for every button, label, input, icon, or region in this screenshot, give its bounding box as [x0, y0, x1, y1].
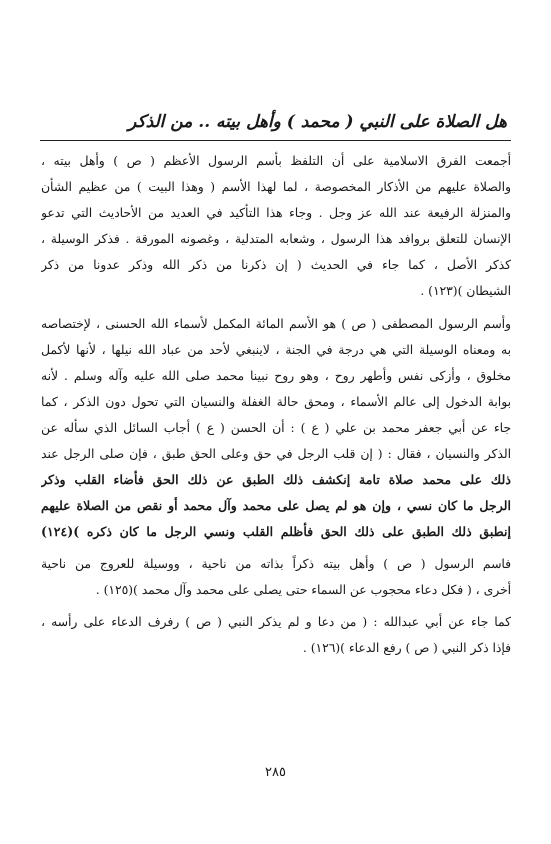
text-line: والصلاة عليهم من الأذكار المخصوصة ، لما لهذا الأسم ( وهذا البيت ) من عظيم الشأن	[41, 180, 511, 194]
text-line: الشيطان )(١٢٣) .	[420, 284, 511, 298]
text-line: الإنسان للتعلق بروافد هذا الرسول ، وشعابه المتدلية ، وغصونه المورقة . فذكر الوسيلة ،	[41, 232, 511, 246]
bold-text-line: ذلك على محمد صلاة تامة إنكشف ذلك الطبق عن ذلك الحق فأضاء القلب وذكر	[41, 472, 511, 487]
bold-text-line: الرجل ما كان نسي ، وإن هو لم يصل على محمد وآل محمد أو نقص من الصلاة عليهم	[41, 498, 511, 513]
text-line: والمنزلة الرفيعة عند الله عز وجل . وجاء هذا التأكيد في العديد من الأحاديث التي تدعو	[41, 206, 511, 220]
page-number: ٢٨٥	[265, 765, 286, 780]
text-line: كذكر الأصل ، كما جاء في الحديث ( إن ذكرنا من ذكر الله وذكر عدونا من ذكر	[41, 258, 511, 272]
text-line: فإذا ذكر النبي ( ص ) رفع الدعاء )(١٢٦) .	[302, 641, 511, 655]
text-line: به ومعناه الوسيلة التي هي درجة في الجنة ، لاينبغي لأحد من عباد الله نيلها ، لأنها لأكمل	[41, 343, 511, 357]
text-line: كما جاء عن أبي عبدالله : ( من دعا و لم يذكر النبي ( ص ) رفرف الدعاء على رأسه ،	[41, 615, 511, 629]
heading-divider	[40, 140, 511, 141]
text-line: جاء عن أبي جعفر محمد بن علي ( ع ) : أن الحسن ( ع ) أجاب السائل الذي سأله عن	[41, 421, 511, 435]
section-heading: هل الصلاة على النبي ( محمد ) وأهل بيته .. من الذكر	[128, 112, 507, 132]
text-line: فاسم الرسول ( ص ) وأهل بيته ذكراً بذاته من ناحية ، ووسيلة للعروج من ناحية	[41, 557, 511, 571]
text-line: مخلوق ، وأزكى نفس وأطهر روح ، وهو روح نبينا محمد صلى الله عليه وآله وسلم . لأنه	[41, 369, 511, 383]
bold-text-line: إنطبق ذلك الطبق على ذلك الحق فأظلم القلب ونسي الرجل ما كان ذكره )(١٢٤)	[41, 524, 511, 539]
text-line: أخرى ، ( فكل دعاء محجوب عن السماء حتى يصلى على محمد وآل محمد )(١٢٥) .	[95, 583, 511, 597]
text-line: أجمعت الفرق الاسلامية على أن التلفظ بأسم الرسول الأعظم ( ص ) وأهل بيته ،	[41, 154, 511, 168]
text-line: وأسم الرسول المصطفى ( ص ) هو الأسم المائة المكمل لأسماء الله الحسنى ، لإختصاصه	[41, 317, 511, 331]
text-line: الذكر والنسيان ، فقال : ( إن قلب الرجل في حق وعلى الحق طبق ، فإن صلى الرجل عند	[41, 447, 511, 461]
text-line: بوابة الدخول إلى عالم الأسماء ، ومحق حالة الغفلة والنسيان التي تحول دون الذكر ، كما	[41, 395, 511, 409]
